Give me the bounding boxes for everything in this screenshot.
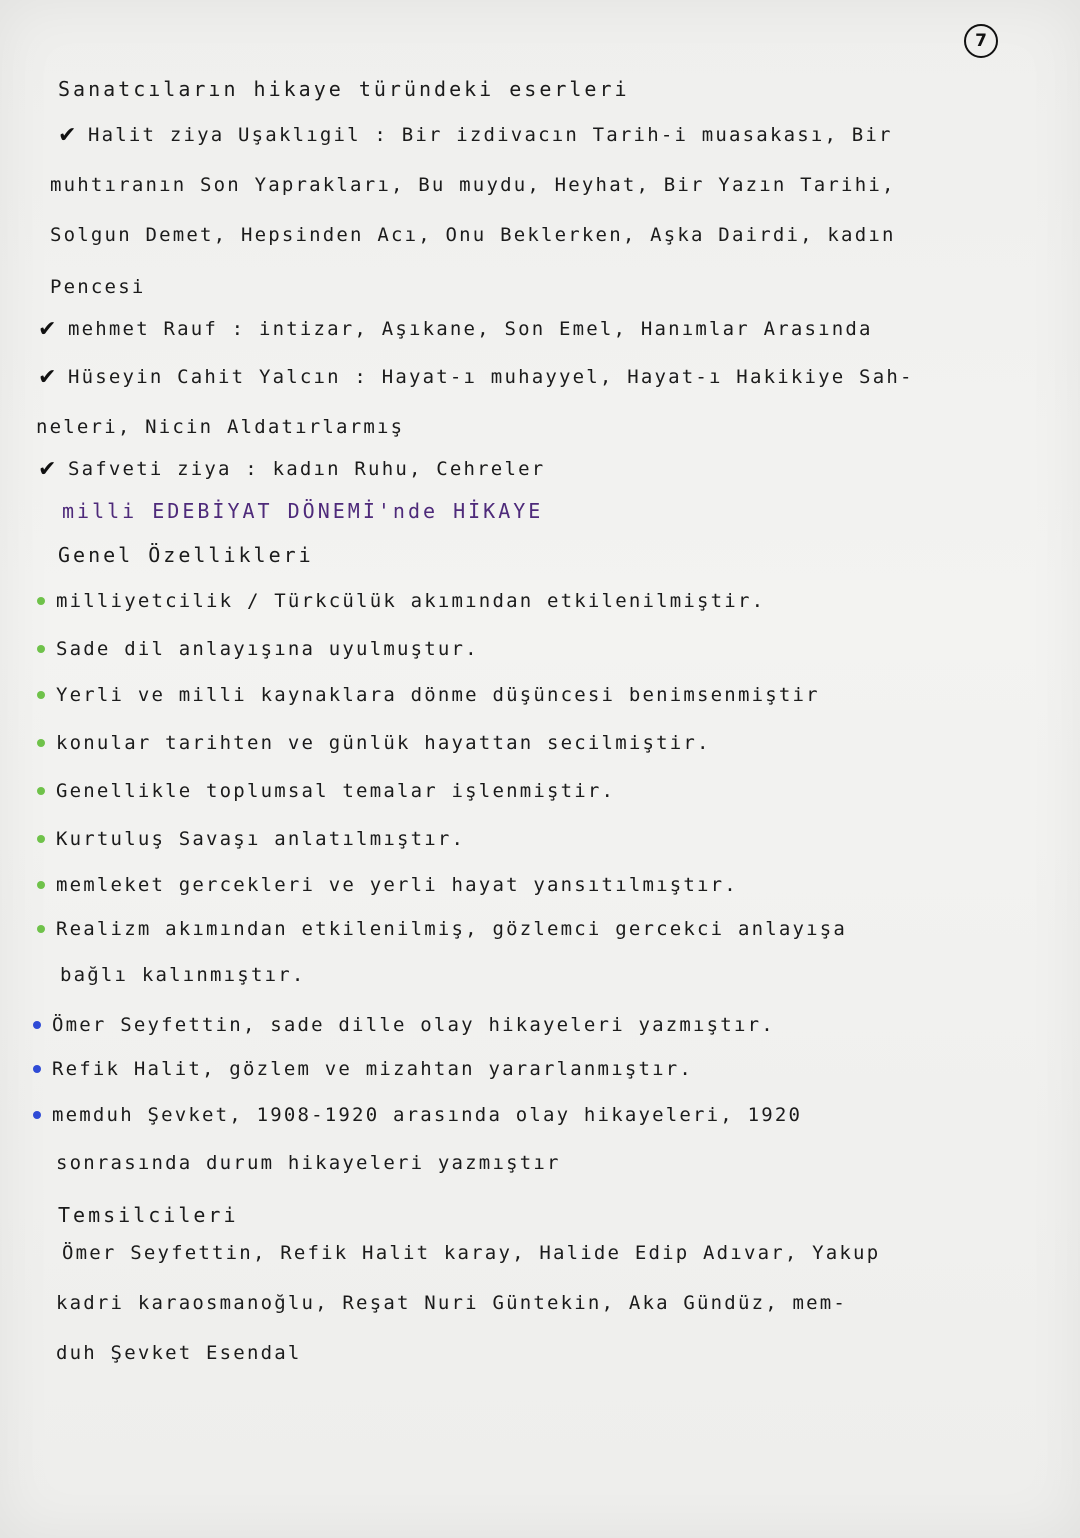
- feature-item: Realizm akımından etkilenilmiş, gözlemci gercekci anlayışa: [34, 912, 1046, 946]
- checkmark-icon: ✔: [58, 122, 79, 148]
- entry-continuation: neleri, Nicin Aldatırlarmış: [36, 416, 405, 438]
- feature-item: Sade dil anlayışına uyulmuştur.: [34, 632, 1046, 666]
- entry-continuation: Solgun Demet, Hepsinden Acı, Onu Beklerken, Aşka Dairdi, kadın: [50, 224, 896, 246]
- entry-continuation: muhtıranın Son Yaprakları, Bu muydu, Heyhat, Bir Yazın Tarihi,: [50, 174, 896, 196]
- section-subtitle: Genel Özellikleri: [58, 543, 314, 567]
- bullet-dot-icon: [30, 1065, 44, 1073]
- feature-item: memduh Şevket, 1908-1920 arasında olay hikayeleri, 1920: [30, 1098, 1046, 1132]
- feature-item: konular tarihten ve günlük hayattan secilmiştir.: [34, 726, 1046, 760]
- feature-continuation: bağlı kalınmıştır.: [60, 964, 306, 986]
- representatives-line: kadri karaosmanoğlu, Reşat Nuri Güntekin, Aka Gündüz, mem-: [56, 1292, 848, 1314]
- bullet-dot-icon: [30, 1111, 44, 1119]
- bullet-dot-icon: [34, 597, 48, 605]
- bullet-dot-icon: [34, 787, 48, 795]
- feature-continuation: sonrasında durum hikayeleri yazmıştır: [56, 1152, 561, 1174]
- author-entry: ✔ mehmet Rauf : intizar, Aşıkane, Son Emel, Hanımlar Arasında: [38, 316, 873, 342]
- entry-continuation: Pencesi: [50, 276, 146, 298]
- representatives-line: Ömer Seyfettin, Refik Halit karay, Halide Edip Adıvar, Yakup: [62, 1242, 881, 1264]
- author-entry: ✔ Safveti ziya : kadın Ruhu, Cehreler: [38, 456, 546, 482]
- checkmark-icon: ✔: [38, 456, 59, 482]
- feature-item: Genellikle toplumsal temalar işlenmiştir.: [34, 774, 1046, 808]
- bullet-dot-icon: [34, 881, 48, 889]
- representatives-title: Temsilcileri: [58, 1203, 239, 1227]
- page-number: 7: [964, 24, 998, 58]
- feature-item: memleket gercekleri ve yerli hayat yansıtılmıştır.: [34, 868, 1046, 902]
- bullet-dot-icon: [34, 925, 48, 933]
- section-title: Sanatcıların hikaye türündeki eserleri: [58, 77, 630, 101]
- feature-item: Yerli ve milli kaynaklara dönme düşüncesi benimsenmiştir: [34, 678, 1046, 712]
- section-title: milli EDEBİYAT DÖNEMİ'nde HİKAYE: [62, 499, 544, 523]
- feature-item: Ömer Seyfettin, sade dille olay hikayeleri yazmıştır.: [30, 1008, 1046, 1042]
- bullet-dot-icon: [30, 1021, 44, 1029]
- bullet-dot-icon: [34, 645, 48, 653]
- feature-item: Refik Halit, gözlem ve mizahtan yararlanmıştır.: [30, 1052, 1046, 1086]
- checkmark-icon: ✔: [38, 316, 59, 342]
- author-entry: ✔ Hüseyin Cahit Yalcın : Hayat-ı muhayyel, Hayat-ı Hakikiye Sah-: [38, 364, 914, 390]
- checkmark-icon: ✔: [38, 364, 59, 390]
- bullet-dot-icon: [34, 691, 48, 699]
- feature-item: milliyetcilik / Türkcülük akımından etkilenilmiştir.: [34, 584, 1046, 618]
- author-entry: ✔ Halit ziya Uşaklıgil : Bir izdivacın Tarih-i muasakası, Bir: [58, 122, 893, 148]
- bullet-dot-icon: [34, 739, 48, 747]
- bullet-dot-icon: [34, 835, 48, 843]
- representatives-line: duh Şevket Esendal: [56, 1342, 302, 1364]
- feature-item: Kurtuluş Savaşı anlatılmıştır.: [34, 822, 1046, 856]
